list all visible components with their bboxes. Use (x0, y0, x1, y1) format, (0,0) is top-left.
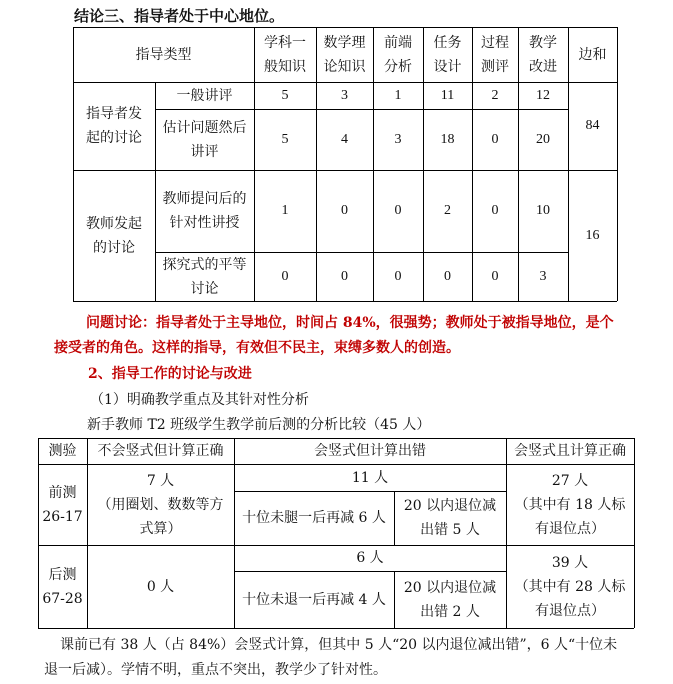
value-cell: 1 (281, 203, 289, 218)
col-header-math-theory: 数学理 论知识 (323, 34, 366, 75)
group-total: 16 (585, 227, 600, 243)
discussion-line-1: 问题讨论：指导者处于主导地位，时间占 84%，很强势；教师处于被指导地位，是个 (86, 315, 614, 331)
group-label: 教师发起 的讨论 (86, 215, 142, 256)
value-cell: 4 (341, 131, 348, 147)
value-cell: 10 (536, 203, 550, 218)
value-cell: 0 (491, 131, 499, 147)
conclusion-line-1: 课前已有 38 人（占 84%）会竖式计算，但其中 5 人“20 以内退位减出错”，6 人“十位未 (60, 637, 618, 653)
value-cell: 5 (281, 131, 289, 147)
table-caption: 新手教师 T2 班级学生教学前后测的分析比较（45 人） (87, 417, 431, 433)
row-label: 估计问题然后 讲评 (162, 119, 247, 160)
subsection-heading: 2、指导工作的讨论与改进 (88, 366, 252, 382)
conclusion-line-2: 退一后减）。学情不明，重点不突出，教学少了针对性。 (44, 662, 387, 678)
group-label: 指导者发 起的讨论 (86, 106, 142, 146)
row-label: 教师提问后的 针对性讲授 (162, 191, 247, 231)
test-label: 后测 67-28 (42, 566, 83, 607)
value-cell: 0 (444, 268, 451, 284)
col-header-process-eval: 过程 测评 (481, 34, 509, 75)
header-no-vertical: 不会竖式但计算正确 (97, 443, 224, 459)
col-header-teaching-improve: 教学 改进 (529, 34, 557, 75)
value-cell: 11 (440, 87, 455, 103)
no-vertical-cell: 7 人 （用圈划、数数等方 式算） (97, 472, 224, 537)
row-label: 一般讲评 (176, 87, 233, 104)
col-header-front-analysis: 前端 分析 (384, 34, 412, 75)
wrong-b-cell: 20 以内退位减 出错 2 人 (403, 579, 497, 620)
section-heading: 结论三、指导者处于中心地位。 (74, 7, 285, 25)
col-header-task-design: 任务 设计 (433, 34, 462, 75)
value-cell: 0 (394, 268, 402, 284)
discussion-line-2: 接受者的角色。这样的指导，有效但不民主，束缚多数人的创造。 (54, 340, 460, 356)
value-cell: 3 (394, 131, 402, 147)
value-cell: 5 (281, 87, 289, 103)
header-test: 测验 (48, 443, 77, 459)
value-cell: 18 (440, 131, 455, 147)
group-total: 84 (585, 118, 600, 133)
value-cell: 12 (536, 87, 550, 103)
value-cell: 0 (491, 268, 499, 284)
value-cell: 0 (281, 268, 289, 284)
value-cell: 2 (491, 87, 499, 103)
correct-cell: 27 人 （其中有 18 人标 有退位点） (514, 472, 626, 537)
value-cell: 2 (444, 203, 451, 218)
sub-heading: （1）明确教学重点及其针对性分析 (90, 392, 309, 408)
wrong-b-cell: 20 以内退位减 出错 5 人 (403, 498, 497, 538)
value-cell: 0 (341, 203, 348, 218)
correct-cell: 39 人 （其中有 28 人标 有退位点） (514, 554, 626, 619)
type-header: 指导类型 (135, 46, 192, 63)
value-cell: 3 (341, 87, 348, 103)
col-header-general-knowledge: 学科一 般知识 (264, 34, 306, 75)
no-vertical-cell: 0 人 (146, 578, 175, 595)
col-header-sum: 边和 (578, 46, 607, 63)
value-cell: 20 (536, 131, 550, 147)
wrong-a-cell: 十位未腿一后再减 6 人 (242, 510, 386, 526)
value-cell: 0 (491, 203, 499, 218)
value-cell: 3 (539, 268, 547, 284)
wrong-total-cell: 6 人 (356, 550, 384, 566)
wrong-total-cell: 11 人 (351, 469, 389, 486)
value-cell: 0 (394, 203, 402, 218)
wrong-a-cell: 十位未退一后再减 4 人 (242, 591, 386, 608)
value-cell: 1 (394, 87, 402, 103)
header-correct: 会竖式且计算正确 (514, 443, 626, 459)
row-label: 探究式的平等 讨论 (162, 256, 247, 297)
test-label: 前测 26-17 (42, 484, 83, 525)
value-cell: 0 (341, 268, 348, 284)
header-wrong: 会竖式但计算出错 (314, 443, 426, 459)
